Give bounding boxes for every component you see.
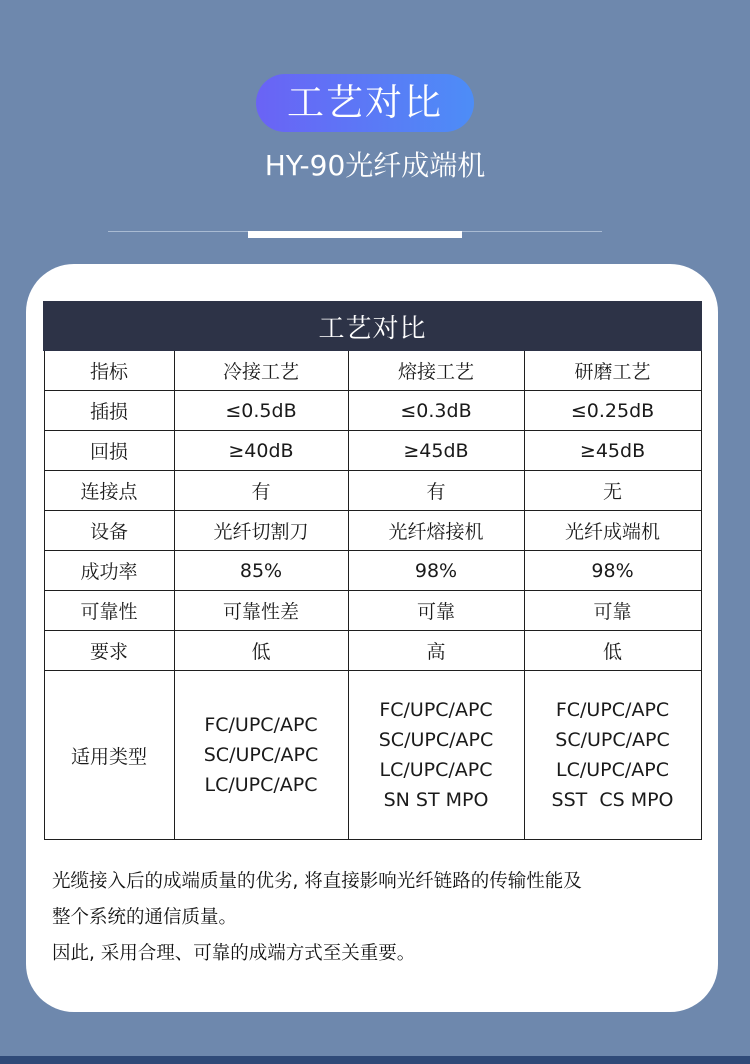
cell-polish: 无 [524,471,701,511]
cell-cold: 光纤切割刀 [174,511,348,551]
table-row-return-loss [44,431,701,471]
column-header-polishing: 研磨工艺 [524,350,701,391]
connector-type: SN ST MPO [383,789,489,811]
cell-fusion: 高 [348,631,524,671]
cell-fusion: 有 [348,471,524,511]
connector-type: FC/UPC/APC [204,714,318,736]
table-row-connection-point [44,471,701,511]
row-label: 适用类型 [44,671,174,840]
column-header-metric: 指标 [44,350,174,391]
connector-type: LC/UPC/APC [556,759,670,781]
cell-polish [524,671,701,840]
connector-type: SST CS MPO [551,789,674,811]
cell-cold: ≥40dB [174,431,348,471]
cell-fusion: 可靠 [348,591,524,631]
row-label: 可靠性 [44,591,174,631]
connector-types-list [552,695,674,815]
row-label: 插损 [44,391,174,431]
connector-type: SC/UPC/APC [203,744,319,766]
table-title: 工艺对比 [44,302,701,350]
bottom-strip [0,1056,750,1064]
cell-polish: ≥45dB [524,431,701,471]
table-row-reliability [44,591,701,631]
header-divider-accent [248,231,462,238]
cell-polish: ≤0.25dB [524,391,701,431]
comparison-card [26,264,718,1012]
product-subtitle: HY-90光纤成端机 [264,149,486,182]
cell-polish: 低 [524,631,701,671]
cell-fusion: 98% [348,551,524,591]
row-label: 连接点 [44,471,174,511]
row-label: 要求 [44,631,174,671]
note-line: 光缆接入后的成端质量的优劣, 将直接影响光纤链路的传输性能及 [52,871,582,892]
section-title-pill: 工艺对比 [256,74,474,132]
process-comparison-table [43,301,702,840]
connector-type: SC/UPC/APC [555,729,670,751]
cell-polish: 98% [524,551,701,591]
cell-fusion [348,671,524,840]
connector-type: FC/UPC/APC [555,699,670,721]
table-row-applicable-types [44,671,701,840]
connector-type: LC/UPC/APC [379,759,493,781]
connector-types-list [204,710,318,800]
cell-fusion: 光纤熔接机 [348,511,524,551]
connector-type: SC/UPC/APC [378,729,494,751]
cell-fusion: ≥45dB [348,431,524,471]
connector-type: FC/UPC/APC [379,699,493,721]
table-row-requirement [44,631,701,671]
table-row-insertion-loss [44,391,701,431]
connector-types-list [379,695,493,815]
cell-cold: 有 [174,471,348,511]
table-row-equipment [44,511,701,551]
row-label: 成功率 [44,551,174,591]
table-row-success-rate [44,551,701,591]
cell-cold [174,671,348,840]
table-header-row [44,350,701,391]
note-line: 因此, 采用合理、可靠的成端方式至关重要。 [52,943,416,964]
cell-polish: 可靠 [524,591,701,631]
row-label: 回损 [44,431,174,471]
connector-type: LC/UPC/APC [204,774,318,796]
cell-fusion: ≤0.3dB [348,391,524,431]
row-label: 设备 [44,511,174,551]
description-note [52,864,702,972]
cell-cold: 低 [174,631,348,671]
cell-polish: 光纤成端机 [524,511,701,551]
cell-cold: 85% [174,551,348,591]
column-header-fusion-splice: 熔接工艺 [348,350,524,391]
cell-cold: 可靠性差 [174,591,348,631]
cell-cold: ≤0.5dB [174,391,348,431]
note-line: 整个系统的通信质量。 [52,907,238,928]
column-header-cold-splice: 冷接工艺 [174,350,348,391]
